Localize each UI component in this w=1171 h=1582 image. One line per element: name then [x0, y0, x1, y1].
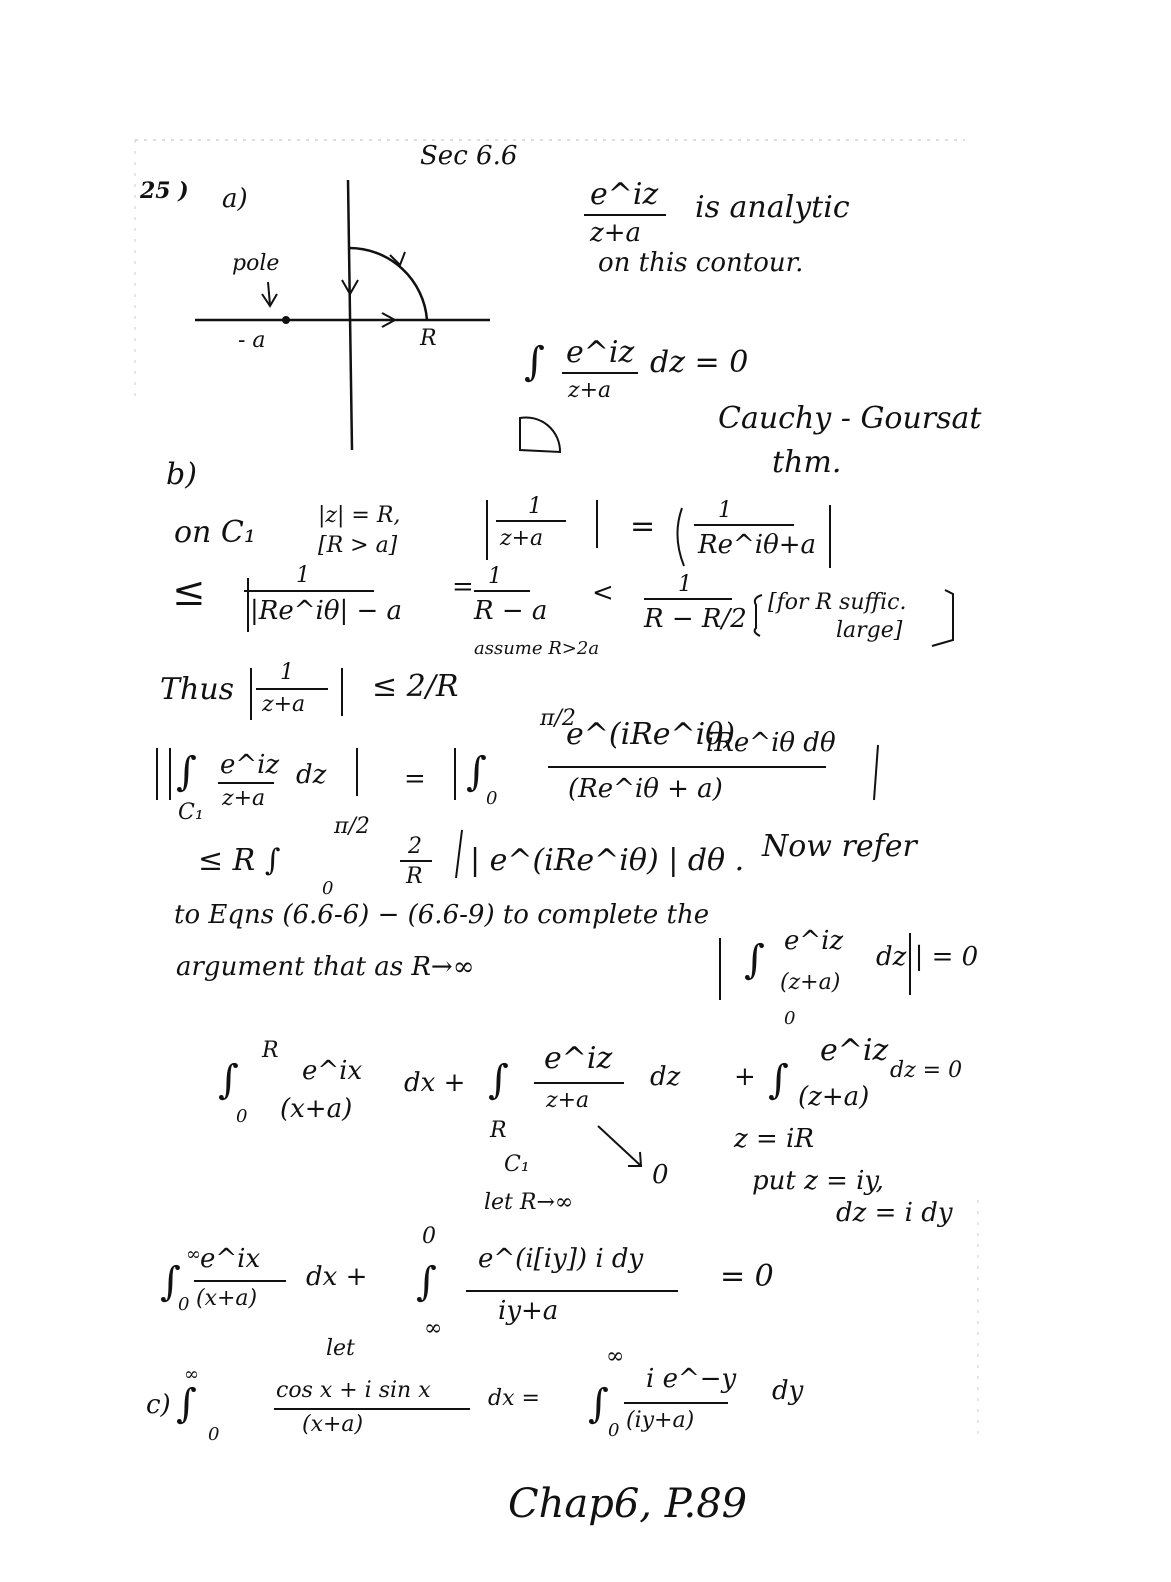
section-label: Sec 6.6 [420, 141, 518, 171]
c-numerator: cos x + i sin x [276, 1378, 431, 1403]
int-lower-limit: 0 [486, 788, 498, 809]
c-rhs-upper: ∞ [606, 1344, 625, 1369]
c-rhs-denominator: (iy+a) [626, 1408, 695, 1433]
bound-lower-limit: 0 [322, 878, 334, 899]
t3-denominator: (z+a) [798, 1082, 870, 1112]
for-R-line1: [for R suffic. [768, 590, 907, 615]
dz-idy-text: dz = i dy [836, 1198, 953, 1228]
analytic-numerator: e^iz [590, 177, 659, 212]
bound-frac-numerator: 2 [408, 834, 422, 859]
on-c1-text: on C₁ [174, 515, 256, 550]
part-a-label: a) [222, 184, 248, 214]
small-contour-icon [520, 417, 560, 452]
bound-rest: | e^(iRe^iθ) | dθ . [470, 843, 745, 878]
t2-dz: dz [650, 1062, 681, 1092]
sum-c1-label: C₁ [504, 1152, 530, 1177]
let-text: let [326, 1336, 355, 1361]
arg-numerator: e^iz [784, 926, 844, 956]
le-symbol: ≤ [172, 569, 206, 615]
bound-frac-denominator: R [406, 864, 423, 889]
limit-numerator: e^ix [200, 1244, 261, 1274]
int-lhs-numerator: e^iz [220, 750, 280, 780]
t2-numerator: e^iz [544, 1041, 613, 1076]
part-c-label: c) [146, 1390, 171, 1420]
c-denominator: (x+a) [302, 1412, 364, 1437]
mod-z-text: |z| = R, [318, 503, 401, 528]
bound3-numerator: 1 [488, 564, 502, 589]
t3-upper: 0 [784, 1008, 796, 1029]
theorem-line2: thm. [772, 445, 842, 480]
let-R-text: let R→∞ [484, 1190, 574, 1215]
thus-denominator: z+a [262, 692, 306, 717]
lhs-numerator: 1 [528, 494, 542, 519]
now-refer-text: Now refer [762, 829, 917, 864]
neg-a-label: - a [238, 328, 266, 353]
c-rhs-numerator: i e^−y [646, 1364, 737, 1394]
R-axis-label: R [420, 326, 437, 351]
c-dx: dx = [488, 1386, 540, 1411]
limit2-denominator: iy+a [498, 1296, 559, 1326]
c-rhs-dy: dy [772, 1376, 804, 1406]
pole-arrow [268, 282, 270, 305]
integral-a-numerator: e^iz [566, 335, 635, 370]
limit2-lower: ∞ [424, 1316, 443, 1341]
t3-numerator: e^iz [820, 1033, 889, 1068]
analytic-denominator: z+a [590, 218, 641, 248]
contour-arc [349, 248, 427, 320]
problem-number: 25 ) [140, 178, 189, 204]
t2-lower: R [490, 1118, 507, 1143]
t1-denominator: (x+a) [280, 1094, 353, 1124]
bound4-denominator: R − R/2 [644, 604, 747, 634]
int-rhs-denominator: (Re^iθ + a) [568, 774, 723, 804]
bound3-denominator: R − a [474, 596, 548, 626]
int-upper-limit: π/2 [540, 706, 576, 731]
theorem-line1: Cauchy - Goursat [718, 401, 982, 436]
argument-text: argument that as R→∞ [176, 952, 475, 982]
int-rhs-factor: iRe^iθ dθ [706, 728, 836, 758]
limit-rest: = 0 [720, 1259, 774, 1294]
int-rhs-numerator: e^(iRe^iθ) [566, 717, 736, 752]
page-number-label: Chap6, P.89 [508, 1481, 748, 1527]
lhs-denominator: z+a [500, 526, 544, 551]
arg-rest: dz | = 0 [876, 942, 979, 972]
plus-sign: + [734, 1062, 756, 1092]
on-contour-text: on this contour. [598, 248, 804, 278]
limit2-upper: 0 [422, 1224, 436, 1249]
bound2-numerator: 1 [296, 563, 310, 588]
limit-upper: ∞ [186, 1244, 201, 1265]
c-rhs-lower: 0 [608, 1420, 620, 1441]
R-gt-a-text: [R > a] [318, 533, 398, 558]
limit-lower: 0 [178, 1294, 190, 1315]
thus-text: Thus [160, 672, 235, 707]
to-eqns-text: to Eqns (6.6-6) − (6.6-9) to complete the [174, 900, 710, 930]
rhs-numerator: 1 [718, 498, 732, 523]
bound2-denominator: |Re^iθ| − a [250, 596, 403, 626]
c1-label: C₁ [178, 800, 204, 825]
int-lhs-dz: dz [296, 760, 327, 790]
pole-label: pole [232, 251, 280, 276]
bound-upper-limit: π/2 [334, 814, 370, 839]
t1-numerator: e^ix [302, 1056, 363, 1086]
imag-axis [348, 180, 352, 450]
to-zero-arrow [598, 1126, 640, 1165]
int-lhs-denominator: z+a [222, 786, 266, 811]
pole-dot [282, 316, 290, 324]
limit-zero: 0 [652, 1160, 669, 1190]
arc-arrow [390, 252, 405, 265]
c-upper: ∞ [184, 1364, 199, 1385]
rhs-denominator: Re^iθ+a [698, 530, 817, 560]
assume-text: assume R>2a [474, 638, 600, 659]
t1-dx: dx + [404, 1068, 466, 1098]
bound-line: ≤ R ∫ [198, 843, 281, 878]
c-lower: 0 [208, 1424, 220, 1445]
limit-denominator: (x+a) [196, 1286, 258, 1311]
part-b-label: b) [166, 457, 197, 492]
thus-bound: ≤ 2/R [372, 669, 459, 704]
t1-upper: R [262, 1038, 279, 1063]
t1-lower: 0 [236, 1106, 248, 1127]
equals-1: = [630, 509, 656, 544]
t3-rest: dz = 0 [890, 1058, 963, 1083]
integral-a-result: dz = 0 [650, 345, 749, 380]
for-R-line2: large] [836, 618, 903, 643]
arg-denominator: (z+a) [780, 970, 841, 995]
z-eq-iR: z = iR [734, 1124, 814, 1154]
t2-denominator: z+a [546, 1088, 590, 1113]
integral-a-denominator: z+a [568, 378, 612, 403]
less-than: < [592, 578, 614, 608]
put-z-text: put z = iy, [752, 1166, 884, 1196]
thus-numerator: 1 [280, 660, 294, 685]
equals-2: = [452, 572, 474, 602]
limit2-numerator: e^(i[iy]) i dy [478, 1244, 644, 1274]
bound4-numerator: 1 [678, 572, 692, 597]
is-analytic-text: is analytic [695, 190, 850, 225]
limit-dx: dx + [306, 1262, 368, 1292]
